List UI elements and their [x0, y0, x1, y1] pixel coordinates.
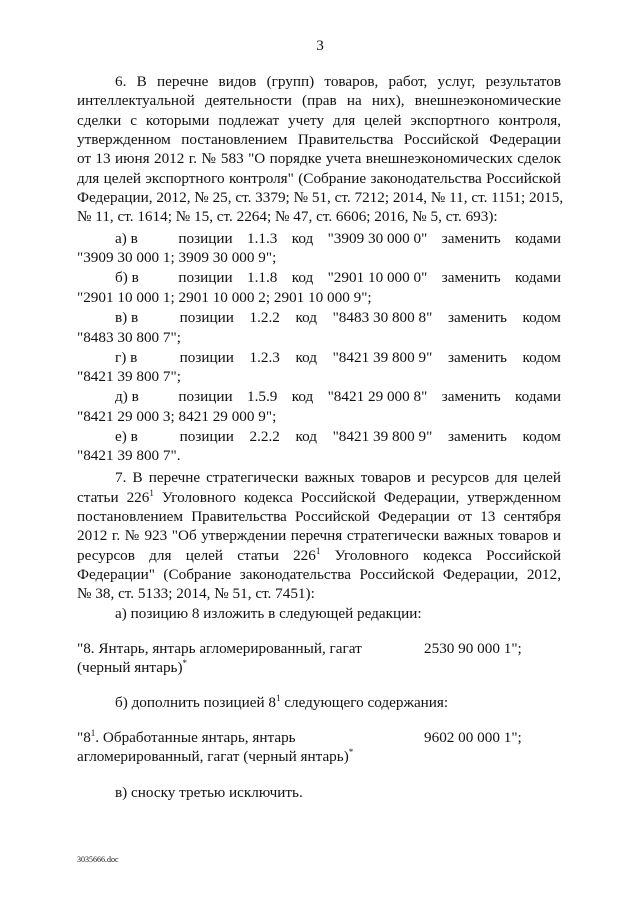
item7-subitem-b: б) дополнить позицией $8^1$ следующего содержания:: [115, 693, 449, 711]
subitem-b-continuation: "2901 10 000 1; 2901 10 000 2; 2901 10 000 9";: [77, 289, 372, 306]
subitem-letter: б) в: [115, 269, 139, 286]
subitem-object: кодом: [522, 428, 561, 445]
item7-line-6: Федерации" (Собрание законодательства Российской Федерации, 2012,: [77, 566, 561, 583]
subitem-object: кодами: [515, 230, 561, 247]
subitem-code-word: код: [291, 269, 314, 286]
item7-line-4: 2012 г. № 923 "Об утверждении перечня стратегически важных товаров и: [77, 527, 561, 544]
item6-line-5: от 13 июня 2012 г. № 583 "О порядке учета внешнеэкономических сделок: [77, 150, 561, 167]
subitem-action: заменить: [441, 388, 501, 405]
subitem-object: кодом: [522, 309, 561, 326]
subitem-letter: д) в: [115, 388, 139, 405]
item7-line-5: ресурсов для целей статьи $226^1$ Уголовного кодекса Российской: [77, 546, 561, 564]
subitem-c: [115, 308, 561, 327]
subitem-code-word: код: [295, 349, 317, 366]
position-8-code: 2530 90 000 1";: [424, 640, 522, 657]
subitem-action: заменить: [447, 309, 507, 326]
subitem-code-word: код: [291, 388, 314, 405]
subitem-a-continuation: "3909 30 000 1; 3909 30 000 9";: [77, 249, 277, 266]
subitem-position-number: 1.2.2: [249, 309, 280, 326]
subitem-position-number: 2.2.2: [249, 428, 280, 445]
subitem-old-code: "8421 29 000 8": [327, 388, 428, 405]
subitem-position-word: позиции: [178, 269, 233, 286]
item7-line-3: постановлением Правительства Российской Федерации от 13 сентября: [77, 508, 561, 525]
item6-line-4: утвержденном постановлением Правительства Российской Федерации: [77, 131, 561, 148]
subitem-object: кодами: [515, 388, 561, 405]
subitem-position-word: позиции: [179, 349, 234, 366]
subitem-action: заменить: [441, 230, 501, 247]
subitem-code-word: код: [291, 230, 314, 247]
subitem-action: заменить: [447, 349, 507, 366]
item6-line-8: № 11, ст. 1614; № 15, ст. 2264; № 47, ст. 6606; 2016, № 5, ст. 693):: [77, 208, 498, 225]
subitem-object: кодами: [515, 269, 561, 286]
subitem-old-code: "8483 30 800 8": [332, 309, 433, 326]
item7-subitem-c: в) сноску третью исключить.: [115, 784, 303, 801]
page-number: 3: [316, 37, 324, 54]
subitem-position-number: 1.1.8: [246, 269, 278, 286]
item6-line-3: сделки с которыми подлежат учету для целей экспортного контроля,: [77, 112, 561, 129]
subitem-letter: в) в: [115, 309, 139, 326]
subitem-position-number: 1.5.9: [246, 388, 278, 405]
subitem-position-number: 1.2.3: [249, 349, 280, 366]
subitem-position-word: позиции: [179, 309, 234, 326]
footnote-asterisk: *: [348, 747, 354, 757]
position-8-1-name-line-1: "$8^1$. Обработанные янтарь, янтарь: [77, 728, 296, 746]
item6-line-2: интеллектуальной деятельности (прав на них), внешнеэкономические: [77, 92, 561, 109]
position-8-1-code: 9602 00 000 1";: [424, 729, 522, 746]
subitem-position-word: позиции: [178, 388, 233, 405]
subitem-f: [115, 427, 561, 446]
position-8-name-line-2: (черный янтарь)*: [77, 658, 188, 676]
item7-line-2: статьи $226^1$ Уголовного кодекса Российской Федерации, утвержденном: [77, 488, 562, 506]
subitem-code-word: код: [295, 309, 317, 326]
subitem-letter: а) в: [115, 230, 138, 247]
subitem-action: заменить: [441, 269, 501, 286]
subitem-position-word: позиции: [178, 230, 233, 247]
subitem-old-code: "8421 39 800 9": [332, 349, 433, 366]
subitem-b: [115, 268, 561, 287]
item7-subitem-a: а) позицию 8 изложить в следующей редакции:: [115, 605, 422, 622]
subitem-code-word: код: [295, 428, 317, 445]
subitem-a: [115, 229, 561, 248]
subitem-e: [115, 387, 561, 406]
position-8-name-line-1: "8. Янтарь, янтарь агломерированный, гагат: [77, 640, 362, 657]
subitem-old-code: "2901 10 000 0": [327, 269, 428, 286]
footnote-asterisk: *: [182, 658, 188, 668]
position-8-1-name-line-2: агломерированный, гагат (черный янтарь)*: [77, 747, 354, 765]
subitem-e-continuation: "8421 29 000 3; 8421 29 000 9";: [77, 408, 277, 425]
subitem-d-continuation: "8421 39 800 7";: [77, 368, 181, 385]
item6-line-7: Федерации, 2012, № 25, ст. 3379; № 51, ст. 7212; 2014, № 11, ст. 1151; 2015,: [77, 189, 564, 206]
subitem-old-code: "3909 30 000 0": [327, 230, 428, 247]
item6-line-1: 6. В перечне видов (групп) товаров, работ, услуг, результатов: [115, 73, 561, 90]
item7-line-7: № 38, ст. 5133; 2014, № 51, ст. 7451):: [77, 585, 315, 602]
subitem-f-continuation: "8421 39 800 7".: [77, 447, 181, 464]
document-footer-filename: 3035666.doc: [77, 855, 119, 864]
subitem-d: [115, 348, 561, 367]
subitem-letter: е) в: [115, 428, 138, 445]
subitem-action: заменить: [447, 428, 507, 445]
subitem-position-number: 1.1.3: [246, 230, 278, 247]
subitem-object: кодом: [522, 349, 561, 366]
subitem-position-word: позиции: [179, 428, 234, 445]
subitem-letter: г) в: [115, 349, 138, 366]
subitem-c-continuation: "8483 30 800 7";: [77, 329, 181, 346]
subitem-old-code: "8421 39 800 9": [332, 428, 433, 445]
item7-line-1: 7. В перечне стратегически важных товаров и ресурсов для целей: [115, 469, 561, 486]
item6-line-6: для целей экспортного контроля" (Собрание законодательства Российской: [77, 170, 561, 187]
